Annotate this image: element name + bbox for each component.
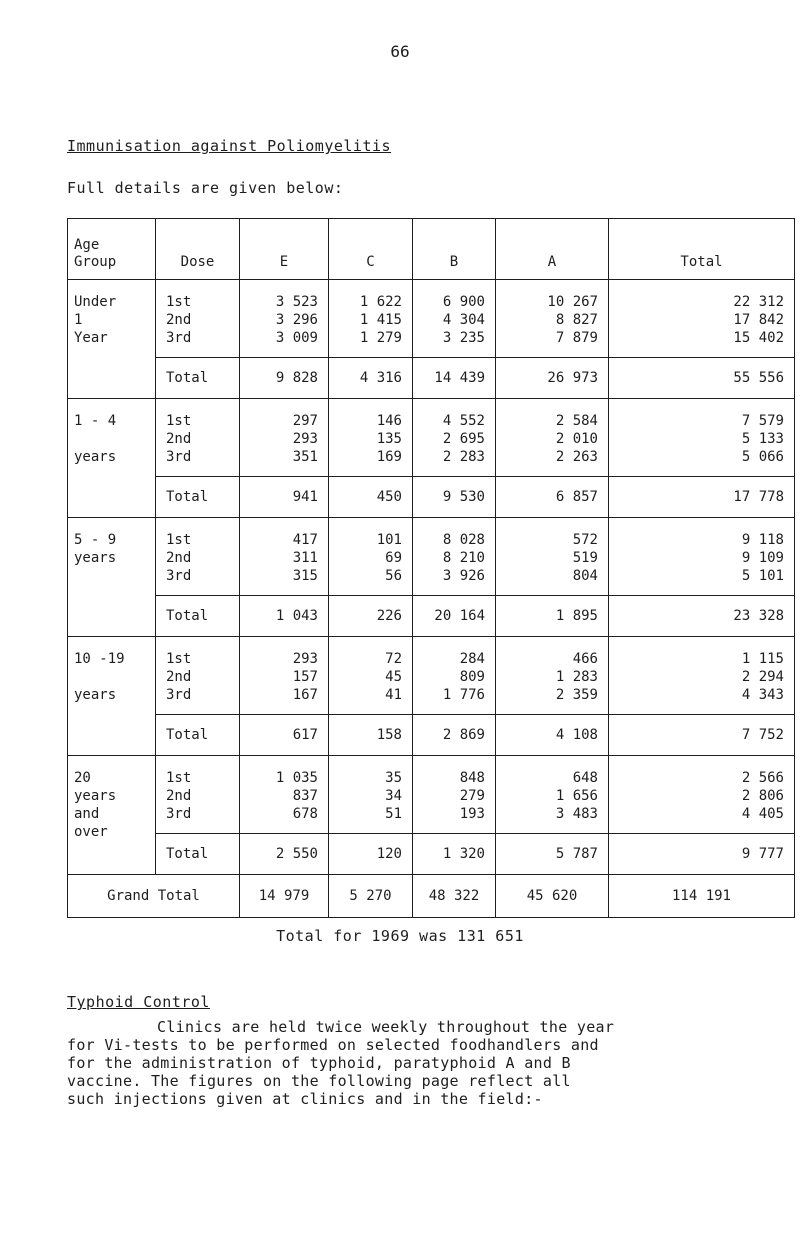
cell-value: 2 010 bbox=[555, 431, 598, 447]
cell-value: 678 bbox=[292, 806, 318, 822]
grand-total-label: Grand Total bbox=[68, 875, 240, 918]
cell-value: 17 842 bbox=[733, 312, 784, 328]
age-group-label: 1 bbox=[74, 312, 83, 328]
grand-total-value-e: 14 979 bbox=[240, 875, 329, 918]
paragraph-line: Clinics are held twice weekly throughout the year bbox=[157, 1018, 615, 1036]
cell-value: 45 bbox=[385, 669, 402, 685]
dose-label: 1st bbox=[166, 651, 192, 667]
age-group-row bbox=[68, 399, 795, 477]
subtotal-row bbox=[68, 358, 795, 399]
subtotal-label: Total bbox=[156, 834, 240, 875]
dose-label: 1st bbox=[166, 770, 192, 786]
paragraph-line: for the administration of typhoid, paratyphoid A and B bbox=[67, 1054, 571, 1072]
age-group-label: Under bbox=[74, 294, 117, 310]
subtotal-value-total: 7 752 bbox=[609, 715, 795, 756]
dose-cell bbox=[156, 280, 240, 358]
header-dose: Dose bbox=[156, 219, 240, 280]
cell-value: 22 312 bbox=[733, 294, 784, 310]
age-group-label: years bbox=[74, 687, 117, 703]
cell-value: 3 523 bbox=[275, 294, 318, 310]
subtotal-row bbox=[68, 477, 795, 518]
cell-value: 648 bbox=[572, 770, 598, 786]
subtotal-value-total: 9 777 bbox=[609, 834, 795, 875]
value-cell-c bbox=[329, 399, 413, 477]
dose-label: 3rd bbox=[166, 568, 192, 584]
subtotal-value-c: 450 bbox=[329, 477, 413, 518]
cell-value: 34 bbox=[385, 788, 402, 804]
cell-value: 35 bbox=[385, 770, 402, 786]
page-title: Immunisation against Poliomyelitis bbox=[67, 137, 392, 155]
subtotal-value-total: 17 778 bbox=[609, 477, 795, 518]
value-cell-total bbox=[609, 399, 795, 477]
cell-value: 41 bbox=[385, 687, 402, 703]
cell-value: 146 bbox=[376, 413, 402, 429]
cell-value: 2 584 bbox=[555, 413, 598, 429]
subtotal-value-a: 1 895 bbox=[496, 596, 609, 637]
value-cell-e bbox=[240, 280, 329, 358]
age-group-cell bbox=[68, 637, 156, 756]
value-cell-c bbox=[329, 637, 413, 715]
subtotal-value-c: 120 bbox=[329, 834, 413, 875]
subtotal-value-a: 4 108 bbox=[496, 715, 609, 756]
cell-value: 1 115 bbox=[741, 651, 784, 667]
cell-value: 837 bbox=[292, 788, 318, 804]
cell-value: 56 bbox=[385, 568, 402, 584]
subtotal-value-b: 14 439 bbox=[413, 358, 496, 399]
age-group-row bbox=[68, 756, 795, 834]
cell-value: 101 bbox=[376, 532, 402, 548]
cell-value: 2 359 bbox=[555, 687, 598, 703]
cell-value: 311 bbox=[292, 550, 318, 566]
cell-value: 1 622 bbox=[359, 294, 402, 310]
cell-value: 5 066 bbox=[741, 449, 784, 465]
subtotal-value-a: 26 973 bbox=[496, 358, 609, 399]
cell-value: 10 267 bbox=[547, 294, 598, 310]
grand-total-value-c: 5 270 bbox=[329, 875, 413, 918]
age-group-cell bbox=[68, 518, 156, 637]
value-cell-b bbox=[413, 399, 496, 477]
cell-value: 1 279 bbox=[359, 330, 402, 346]
cell-value: 167 bbox=[292, 687, 318, 703]
header-c: C bbox=[329, 219, 413, 280]
age-group-label: over bbox=[74, 824, 108, 840]
cell-value: 157 bbox=[292, 669, 318, 685]
subtotal-value-b: 2 869 bbox=[413, 715, 496, 756]
dose-label: 1st bbox=[166, 532, 192, 548]
value-cell-b bbox=[413, 756, 496, 834]
cell-value: 297 bbox=[292, 413, 318, 429]
paragraph-line: for Vi-tests to be performed on selected foodhandlers and bbox=[67, 1036, 599, 1054]
cell-value: 7 579 bbox=[741, 413, 784, 429]
value-cell-c bbox=[329, 756, 413, 834]
cell-value: 51 bbox=[385, 806, 402, 822]
age-group-cell bbox=[68, 280, 156, 399]
cell-value: 69 bbox=[385, 550, 402, 566]
age-group-label: 1 - 4 bbox=[74, 413, 117, 429]
subtotal-value-e: 1 043 bbox=[240, 596, 329, 637]
dose-label: 2nd bbox=[166, 669, 192, 685]
subtotal-label: Total bbox=[156, 358, 240, 399]
cell-value: 804 bbox=[572, 568, 598, 584]
value-cell-a bbox=[496, 399, 609, 477]
subtotal-row bbox=[68, 715, 795, 756]
cell-value: 3 926 bbox=[442, 568, 485, 584]
age-group-label: years bbox=[74, 550, 117, 566]
header-b: B bbox=[413, 219, 496, 280]
value-cell-e bbox=[240, 637, 329, 715]
dose-label: 3rd bbox=[166, 449, 192, 465]
cell-value: 1 035 bbox=[275, 770, 318, 786]
subtotal-value-b: 9 530 bbox=[413, 477, 496, 518]
immunisation-table bbox=[67, 218, 795, 918]
cell-value: 417 bbox=[292, 532, 318, 548]
age-group-row bbox=[68, 280, 795, 358]
subtotal-value-e: 9 828 bbox=[240, 358, 329, 399]
subtotal-value-total: 55 556 bbox=[609, 358, 795, 399]
value-cell-total bbox=[609, 637, 795, 715]
value-cell-total bbox=[609, 280, 795, 358]
grand-total-value-b: 48 322 bbox=[413, 875, 496, 918]
age-group-label: years bbox=[74, 449, 117, 465]
summary-total: Total for 1969 was 131 651 bbox=[276, 927, 524, 945]
subtotal-label: Total bbox=[156, 477, 240, 518]
dose-cell bbox=[156, 637, 240, 715]
subtotal-row bbox=[68, 834, 795, 875]
age-group-cell bbox=[68, 399, 156, 518]
subtotal-value-e: 2 550 bbox=[240, 834, 329, 875]
cell-value: 1 776 bbox=[442, 687, 485, 703]
cell-value: 279 bbox=[459, 788, 485, 804]
subtotal-value-c: 4 316 bbox=[329, 358, 413, 399]
grand-total-value-a: 45 620 bbox=[496, 875, 609, 918]
value-cell-total bbox=[609, 756, 795, 834]
value-cell-a bbox=[496, 280, 609, 358]
dose-label: 2nd bbox=[166, 312, 192, 328]
cell-value: 1 415 bbox=[359, 312, 402, 328]
cell-value: 9 109 bbox=[741, 550, 784, 566]
cell-value: 4 552 bbox=[442, 413, 485, 429]
cell-value: 466 bbox=[572, 651, 598, 667]
age-group-label: Year bbox=[74, 330, 108, 346]
dose-cell bbox=[156, 399, 240, 477]
value-cell-c bbox=[329, 280, 413, 358]
cell-value: 2 566 bbox=[741, 770, 784, 786]
subtotal-row bbox=[68, 596, 795, 637]
subtotal-value-total: 23 328 bbox=[609, 596, 795, 637]
cell-value: 8 827 bbox=[555, 312, 598, 328]
cell-value: 2 294 bbox=[741, 669, 784, 685]
value-cell-a bbox=[496, 637, 609, 715]
header-row bbox=[68, 219, 795, 280]
page-number: 66 bbox=[390, 42, 410, 61]
dose-label: 2nd bbox=[166, 550, 192, 566]
header-a: A bbox=[496, 219, 609, 280]
cell-value: 6 900 bbox=[442, 294, 485, 310]
age-group-label: 5 - 9 bbox=[74, 532, 117, 548]
value-cell-total bbox=[609, 518, 795, 596]
dose-label: 2nd bbox=[166, 788, 192, 804]
dose-label: 2nd bbox=[166, 431, 192, 447]
age-group-row bbox=[68, 637, 795, 715]
cell-value: 193 bbox=[459, 806, 485, 822]
subtotal-value-e: 617 bbox=[240, 715, 329, 756]
cell-value: 572 bbox=[572, 532, 598, 548]
dose-label: 3rd bbox=[166, 330, 192, 346]
section-heading-typhoid: Typhoid Control bbox=[67, 993, 210, 1011]
grand-total-row bbox=[68, 875, 795, 918]
cell-value: 293 bbox=[292, 431, 318, 447]
cell-value: 3 483 bbox=[555, 806, 598, 822]
cell-value: 809 bbox=[459, 669, 485, 685]
dose-cell bbox=[156, 518, 240, 596]
value-cell-e bbox=[240, 518, 329, 596]
paragraph-line: such injections given at clinics and in the field:- bbox=[67, 1090, 543, 1108]
dose-cell bbox=[156, 756, 240, 834]
cell-value: 15 402 bbox=[733, 330, 784, 346]
cell-value: 3 296 bbox=[275, 312, 318, 328]
grand-total-value-total: 114 191 bbox=[609, 875, 795, 918]
cell-value: 1 283 bbox=[555, 669, 598, 685]
dose-label: 3rd bbox=[166, 806, 192, 822]
cell-value: 5 101 bbox=[741, 568, 784, 584]
cell-value: 135 bbox=[376, 431, 402, 447]
cell-value: 72 bbox=[385, 651, 402, 667]
subtotal-value-b: 1 320 bbox=[413, 834, 496, 875]
value-cell-b bbox=[413, 637, 496, 715]
subtotal-value-c: 158 bbox=[329, 715, 413, 756]
age-group-row bbox=[68, 518, 795, 596]
subtotal-value-a: 5 787 bbox=[496, 834, 609, 875]
value-cell-a bbox=[496, 756, 609, 834]
paragraph-line: vaccine. The figures on the following page reflect all bbox=[67, 1072, 571, 1090]
subtotal-value-e: 941 bbox=[240, 477, 329, 518]
dose-label: 3rd bbox=[166, 687, 192, 703]
cell-value: 2 806 bbox=[741, 788, 784, 804]
cell-value: 9 118 bbox=[741, 532, 784, 548]
cell-value: 5 133 bbox=[741, 431, 784, 447]
cell-value: 2 283 bbox=[442, 449, 485, 465]
age-group-label bbox=[74, 567, 155, 585]
value-cell-b bbox=[413, 518, 496, 596]
cell-value: 2 263 bbox=[555, 449, 598, 465]
cell-value: 3 009 bbox=[275, 330, 318, 346]
subtotal-label: Total bbox=[156, 596, 240, 637]
age-group-label: 10 -19 bbox=[74, 651, 125, 667]
age-group-label bbox=[74, 668, 155, 686]
cell-value: 293 bbox=[292, 651, 318, 667]
cell-value: 3 235 bbox=[442, 330, 485, 346]
cell-value: 848 bbox=[459, 770, 485, 786]
value-cell-e bbox=[240, 756, 329, 834]
dose-label: 1st bbox=[166, 413, 192, 429]
value-cell-a bbox=[496, 518, 609, 596]
header-total: Total bbox=[609, 219, 795, 280]
value-cell-e bbox=[240, 399, 329, 477]
header-e: E bbox=[240, 219, 329, 280]
dose-label: 1st bbox=[166, 294, 192, 310]
age-group-label bbox=[74, 430, 155, 448]
value-cell-b bbox=[413, 280, 496, 358]
age-group-label: years bbox=[74, 788, 117, 804]
subtotal-label: Total bbox=[156, 715, 240, 756]
cell-value: 284 bbox=[459, 651, 485, 667]
cell-value: 4 304 bbox=[442, 312, 485, 328]
age-group-label: and bbox=[74, 806, 100, 822]
cell-value: 8 028 bbox=[442, 532, 485, 548]
cell-value: 4 405 bbox=[741, 806, 784, 822]
age-group-cell bbox=[68, 756, 156, 875]
subtotal-value-b: 20 164 bbox=[413, 596, 496, 637]
intro-text: Full details are given below: bbox=[67, 179, 344, 197]
cell-value: 4 343 bbox=[741, 687, 784, 703]
subtotal-value-c: 226 bbox=[329, 596, 413, 637]
header-age-group: Age Group bbox=[68, 219, 156, 280]
cell-value: 2 695 bbox=[442, 431, 485, 447]
value-cell-c bbox=[329, 518, 413, 596]
subtotal-value-a: 6 857 bbox=[496, 477, 609, 518]
cell-value: 7 879 bbox=[555, 330, 598, 346]
cell-value: 519 bbox=[572, 550, 598, 566]
cell-value: 351 bbox=[292, 449, 318, 465]
cell-value: 1 656 bbox=[555, 788, 598, 804]
cell-value: 315 bbox=[292, 568, 318, 584]
cell-value: 169 bbox=[376, 449, 402, 465]
age-group-label: 20 bbox=[74, 770, 91, 786]
typhoid-paragraph bbox=[67, 1018, 792, 1108]
cell-value: 8 210 bbox=[442, 550, 485, 566]
